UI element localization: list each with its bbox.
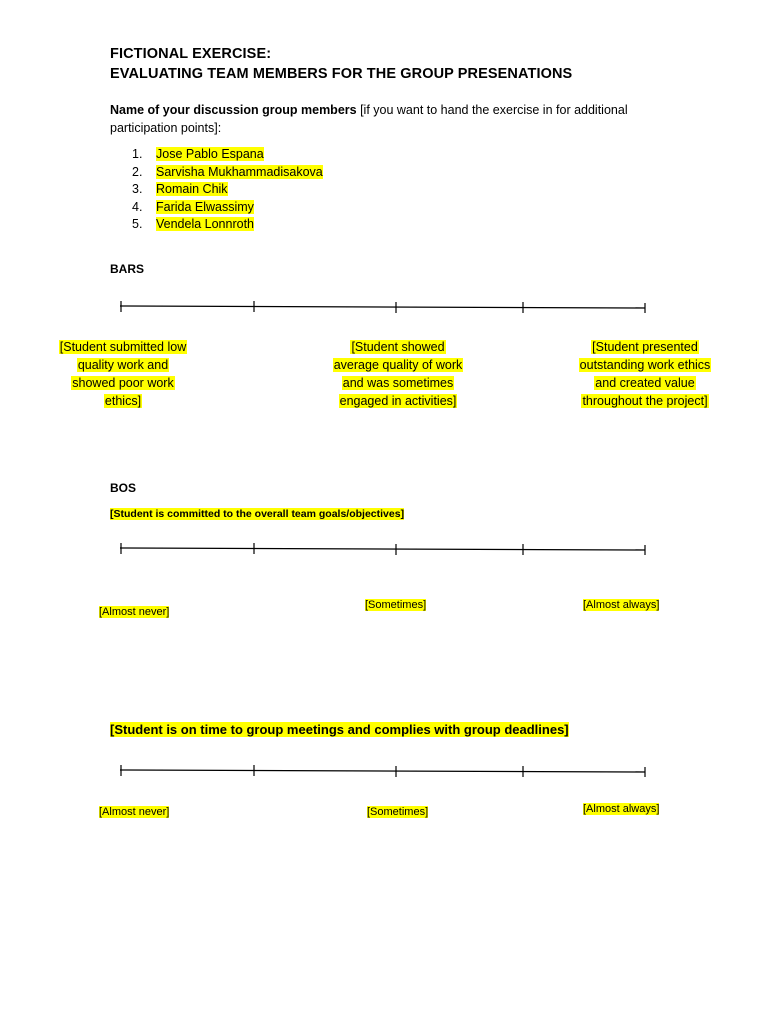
list-number: 3. (132, 182, 143, 196)
anchor-line: engaged in activities] (339, 394, 457, 408)
anchor-line: throughout the project] (582, 394, 708, 408)
member-name: Farida Elwassimy (156, 199, 254, 214)
anchor-line: ethics] (104, 394, 142, 408)
bos-item2-statement (110, 721, 569, 738)
anchor-line: [Student submitted low (59, 340, 187, 354)
bos-item1-scale (120, 542, 650, 556)
intro-bold-text: Name of your discussion group members (110, 103, 357, 117)
anchor-line: quality work and (77, 358, 169, 372)
anchor-text: [Almost always] (583, 599, 660, 611)
scale-axis (120, 548, 645, 550)
member-name: Vendela Lonnroth (156, 217, 255, 231)
anchor-line: showed poor work (72, 376, 174, 390)
bars-scale-line (120, 300, 650, 314)
scale-axis (120, 306, 645, 308)
intro-paragraph (110, 101, 670, 137)
anchor-line: [Student presented (592, 340, 698, 354)
bars-anchor-low (48, 338, 198, 410)
statement-text: [Student is committed to the overall team goals/objectives] (110, 508, 405, 520)
list-item (132, 216, 323, 234)
bos-item2-scale (120, 764, 650, 778)
member-name: Sarvisha Mukhammadisakova (156, 164, 323, 179)
anchor-line: and was sometimes (342, 376, 454, 390)
list-item (132, 181, 323, 199)
bars-rating-scale (120, 300, 650, 314)
bos-item1-anchor-low (99, 605, 169, 619)
bos-item1-statement (110, 507, 404, 521)
bos-item2-anchor-high (583, 802, 659, 816)
anchor-text: [Almost never] (99, 806, 170, 818)
bos-item2-anchor-low (99, 805, 169, 819)
list-number: 4. (132, 199, 143, 214)
scale-axis (120, 770, 645, 772)
list-item (132, 164, 323, 182)
anchor-line: outstanding work ethics (579, 358, 711, 372)
list-item (132, 199, 323, 217)
member-name: Jose Pablo Espana (156, 147, 264, 161)
bos-item2-anchor-mid (367, 805, 428, 819)
title-line-2: EVALUATING TEAM MEMBERS FOR THE GROUP PRESENATIONS (110, 66, 573, 82)
bars-anchor-mid (318, 338, 478, 410)
list-item (132, 146, 323, 164)
bars-anchor-high (565, 338, 725, 410)
anchor-text: [Almost never] (99, 606, 170, 618)
bars-section-label: BARS (110, 262, 145, 276)
bos-item1-anchor-mid (365, 598, 426, 612)
anchor-line: average quality of work (333, 358, 463, 372)
intro-rest-text: [if you want to hand the exercise in for additional participation points]: (110, 103, 628, 135)
anchor-text: [Sometimes] (365, 599, 427, 611)
list-number: 5. (132, 217, 143, 231)
statement-text: [Student is on time to group meetings and complies with group deadlines] (110, 722, 569, 737)
bos-section-label: BOS (110, 481, 137, 495)
list-number: 2. (132, 164, 143, 179)
anchor-text: [Sometimes] (367, 806, 429, 818)
title-line-1: FICTIONAL EXERCISE: (110, 46, 272, 62)
anchor-line: [Student showed (351, 340, 445, 354)
bos-item1-scale-line (120, 542, 650, 556)
bos-item1-anchor-high (583, 598, 659, 612)
list-number: 1. (132, 147, 143, 161)
anchor-text: [Almost always] (583, 803, 660, 815)
members-list (132, 146, 323, 234)
bos-item2-scale-line (120, 764, 650, 778)
member-name: Romain Chik (156, 182, 228, 196)
anchor-line: and created value (595, 376, 695, 390)
